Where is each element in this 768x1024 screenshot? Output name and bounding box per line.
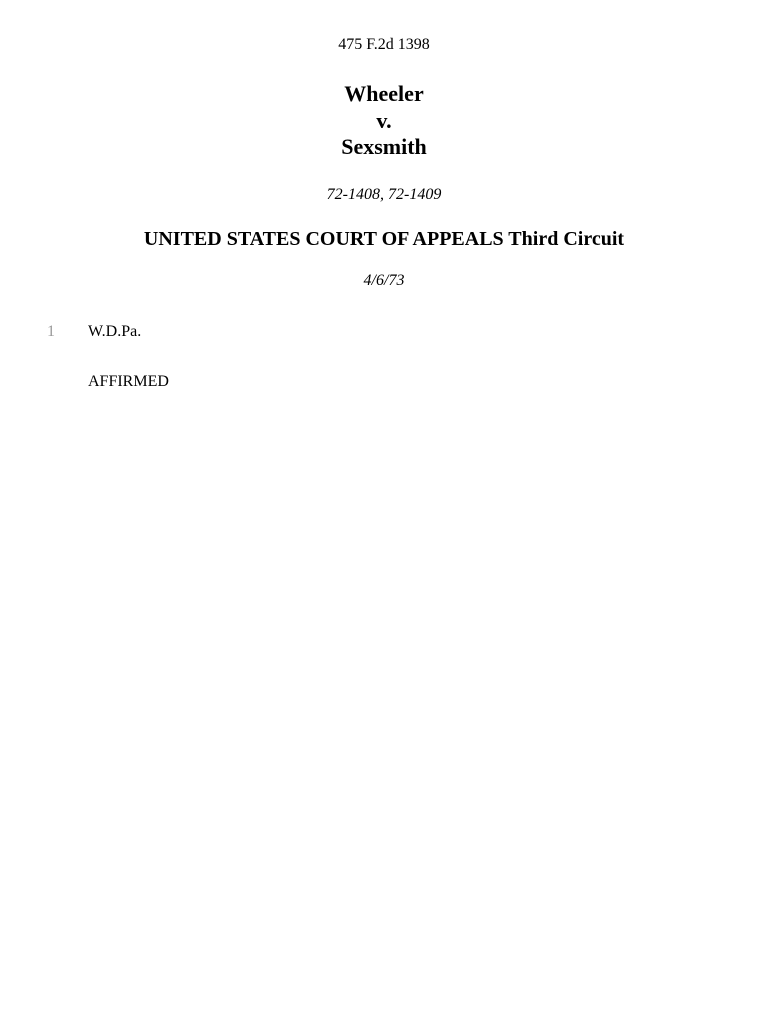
defendant-name: Sexsmith (341, 134, 427, 159)
docket-numbers: 72-1408, 72-1409 (326, 186, 442, 203)
paragraph-number: 1 (47, 323, 55, 340)
paragraph-text: W.D.Pa. (88, 323, 142, 340)
plaintiff-name: Wheeler (344, 81, 424, 106)
case-title (0, 81, 768, 161)
disposition-text: AFFIRMED (88, 373, 169, 390)
decision-date: 4/6/73 (363, 272, 405, 289)
versus-label: v. (376, 107, 392, 133)
court-name: UNITED STATES COURT OF APPEALS Third Circuit (143, 228, 625, 250)
case-citation: 475 F.2d 1398 (338, 36, 430, 53)
